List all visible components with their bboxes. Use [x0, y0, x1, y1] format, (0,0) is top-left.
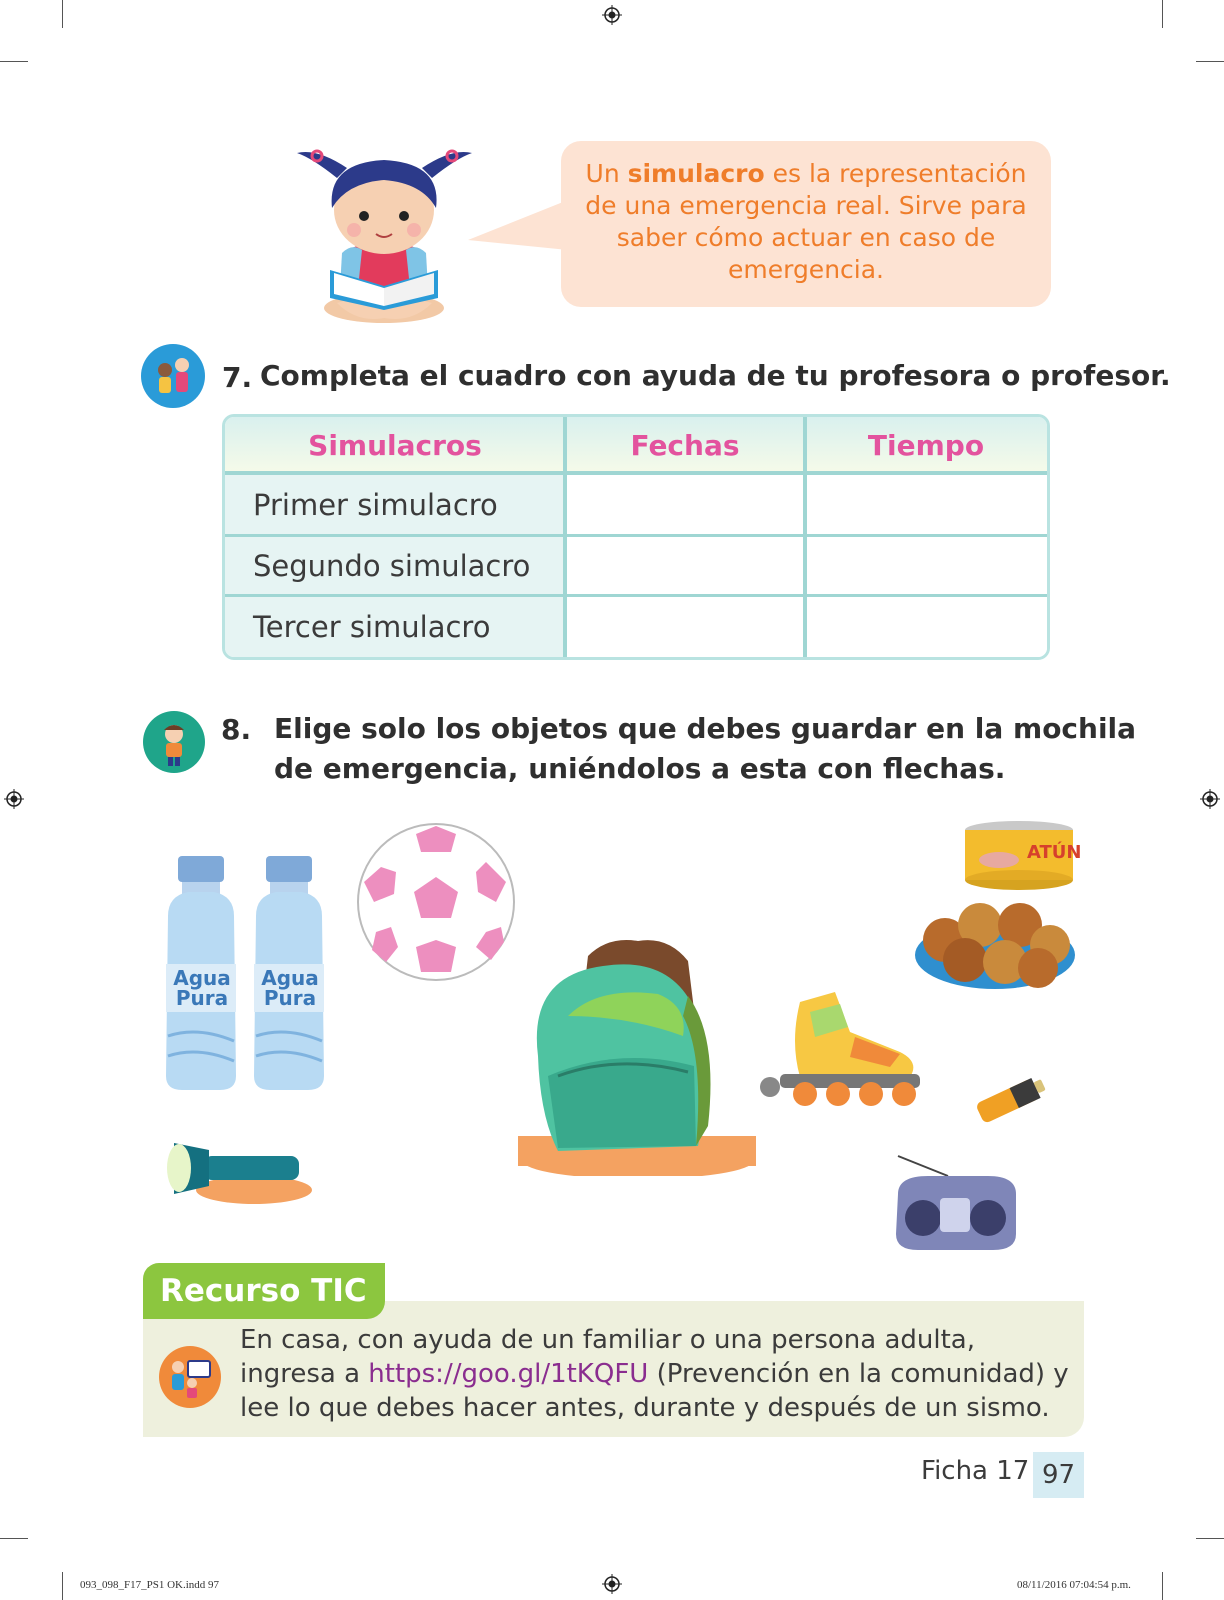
registration-mark-icon	[4, 789, 24, 809]
flashlight-illustration	[164, 1138, 312, 1208]
exercise-7-number: 7.	[222, 361, 253, 394]
radio-illustration	[888, 1154, 1024, 1254]
table-cell-date-3[interactable]	[565, 596, 805, 657]
crop-mark	[0, 1538, 28, 1539]
print-slug-left: 093_098_F17_PS1 OK.indd 97	[80, 1579, 220, 1591]
keyword-simulacro: simulacro	[627, 159, 765, 188]
crop-mark	[1196, 1538, 1224, 1539]
registration-mark-icon	[1200, 789, 1220, 809]
exercise-8-number: 8.	[221, 713, 252, 746]
table-cell-time-3[interactable]	[805, 596, 1047, 657]
crop-mark	[1162, 1572, 1163, 1600]
worksheet-label: Ficha 17	[921, 1456, 1030, 1486]
print-slug-right: 08/11/2016 07:04:54 p.m.	[1017, 1579, 1131, 1591]
table-header-fechas: Fechas	[565, 417, 805, 473]
roller-skate-illustration	[760, 982, 930, 1112]
exercise-8-instruction-line-1: Elige solo los objetos que debes guardar en la mochila	[274, 712, 1137, 745]
page-number: 97	[1033, 1452, 1084, 1498]
pair-work-icon	[140, 343, 206, 409]
table-cell-time-2[interactable]	[805, 536, 1047, 596]
crop-mark	[1162, 0, 1163, 28]
bottle-label: Agua Pura	[173, 966, 231, 1010]
crop-mark	[62, 1572, 63, 1600]
family-computer-icon	[158, 1345, 222, 1409]
table-divider	[563, 417, 567, 657]
individual-work-icon	[142, 710, 206, 774]
backpack-illustration	[518, 936, 756, 1176]
tic-link[interactable]: https://goo.gl/1tKQFU	[368, 1359, 649, 1389]
table-cell-time-1[interactable]	[805, 473, 1047, 536]
exercise-8-instruction-line-2: de emergencia, uniéndolos a esta con flechas.	[274, 752, 1006, 785]
bottle-label: Agua Pura	[261, 966, 319, 1010]
speech-bubble-text: Un simulacro es la representación de una emergencia real. Sirve para saber cómo actuar en caso de emergencia.	[585, 159, 1027, 284]
table-row-label: Primer simulacro	[225, 473, 565, 536]
table-cell-date-1[interactable]	[565, 473, 805, 536]
soccer-ball-illustration	[356, 822, 516, 982]
table-row-label: Tercer simulacro	[225, 596, 565, 657]
table-row-label: Segundo simulacro	[225, 536, 565, 596]
table-header-tiempo: Tiempo	[805, 417, 1047, 473]
cookies-plate-illustration	[910, 900, 1080, 992]
crop-mark	[62, 0, 63, 28]
table-divider	[225, 594, 1047, 597]
exercise-7-instruction: Completa el cuadro con ayuda de tu profesora o profesor.	[260, 359, 1171, 392]
table-divider	[225, 534, 1047, 537]
table-divider	[225, 471, 1047, 475]
tuna-label: ATÚN	[1027, 842, 1082, 863]
battery-illustration	[968, 1070, 1056, 1126]
table-cell-date-2[interactable]	[565, 536, 805, 596]
tic-resource-title: Recurso TIC	[143, 1263, 385, 1319]
girl-reading-illustration	[292, 138, 477, 333]
crop-mark	[0, 61, 28, 62]
registration-mark-icon	[602, 5, 622, 25]
crop-mark	[1196, 61, 1224, 62]
simulacros-table	[222, 414, 1050, 660]
table-divider	[803, 417, 807, 657]
tic-resource-text: En casa, con ayuda de un familiar o una persona adulta, ingresa a https://goo.gl/1tKQFU (Prevención en la comunidad) y lee lo que debes hacer antes, durante y después de un sismo.	[240, 1325, 1069, 1423]
table-header-simulacros: Simulacros	[225, 417, 565, 473]
registration-mark-icon	[602, 1574, 622, 1594]
speech-bubble-tail	[468, 195, 568, 255]
